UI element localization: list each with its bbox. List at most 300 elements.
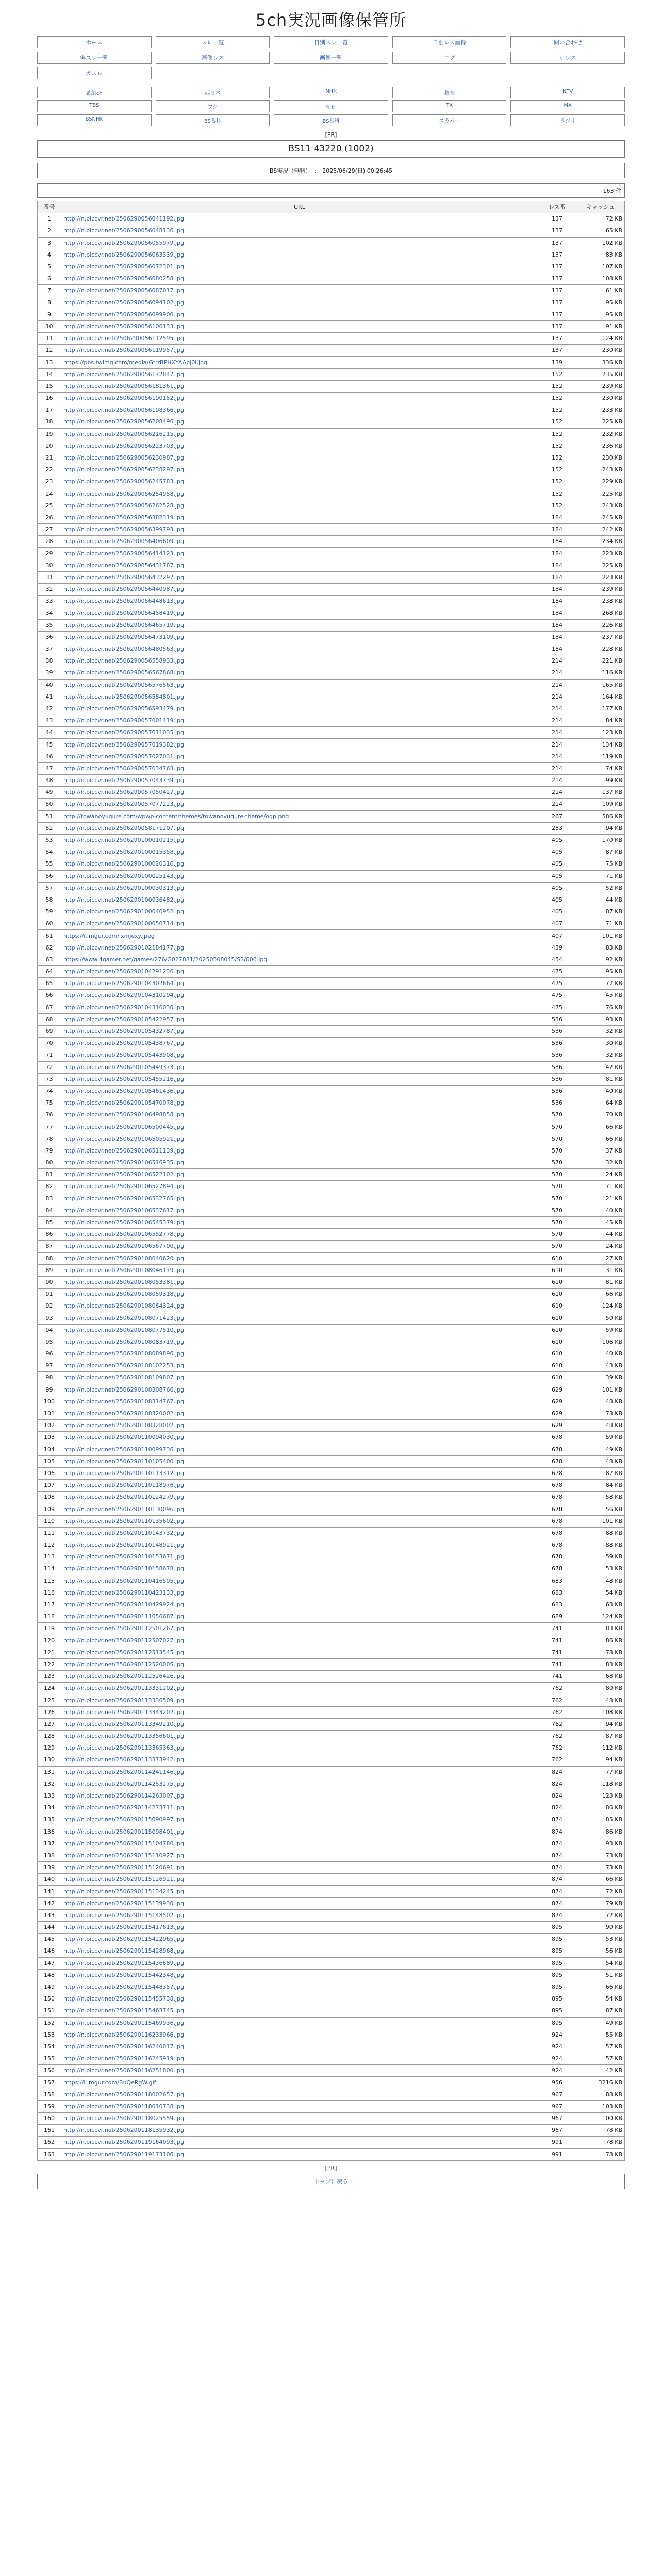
row-number: 66 (38, 990, 61, 1002)
table-row (38, 619, 625, 631)
image-url-link[interactable]: http://n.piccvr.net/2506290056245783.jpg (63, 478, 185, 485)
row-res-number: 678 (538, 1539, 576, 1551)
image-url-link[interactable]: http://n.piccvr.net/2506290110130096.jpg (63, 1505, 185, 1513)
image-url-link[interactable]: http://n.piccvr.net/2506290056593479.jpg (63, 705, 185, 712)
image-url-link[interactable]: http://n.piccvr.net/2506290056190152.jpg (63, 395, 185, 402)
image-url-link[interactable]: http://n.piccvr.net/2506290115126921.jpg (63, 1876, 185, 1883)
image-url-link[interactable]: http://n.piccvr.net/2506290110148921.jpg (63, 1541, 185, 1549)
row-res-number: 610 (538, 1289, 576, 1300)
image-url-link[interactable]: http://n.piccvr.net/2506290115098401.jpg (63, 1828, 185, 1835)
image-url-link[interactable]: http://n.piccvr.net/2506290108071423.jpg (63, 1314, 185, 1321)
image-url-link[interactable]: http://n.piccvr.net/2506290110118976.jpg (63, 1482, 185, 1489)
row-url-cell (61, 727, 538, 739)
row-cache-size: 48 KB (576, 1694, 625, 1706)
page-container (37, 0, 625, 2189)
row-url-cell (61, 500, 538, 512)
row-url-cell (61, 1396, 538, 1408)
image-url-link[interactable]: http://n.piccvr.net/2506290108059318.jpg (63, 1291, 185, 1298)
image-url-link[interactable]: http://n.piccvr.net/2506290118135932.jpg (63, 2127, 185, 2134)
image-url-link[interactable]: http://n.piccvr.net/2506290100025143.jpg (63, 872, 185, 879)
image-url-link[interactable]: http://n.piccvr.net/2506290118002657.jpg (63, 2091, 185, 2098)
row-res-number: 570 (538, 1229, 576, 1241)
image-url-link[interactable]: http://n.piccvr.net/2506290102184177.jpg (63, 944, 185, 951)
row-url-cell (61, 1348, 538, 1360)
image-url-link[interactable]: http://n.piccvr.net/2506290105455216.jpg (63, 1075, 185, 1082)
image-url-link[interactable]: http://n.piccvr.net/2506290100036482.jpg (63, 896, 185, 903)
row-url-cell (61, 2113, 538, 2125)
row-number: 54 (38, 846, 61, 858)
image-url-link[interactable]: http://n.piccvr.net/2506290056584801.jpg (63, 693, 185, 700)
image-url-link[interactable]: http://n.piccvr.net/2506290106537617.jpg (63, 1207, 185, 1214)
image-url-link[interactable]: http://n.piccvr.net/2506290113356601.jpg (63, 1733, 185, 1740)
image-url-link[interactable]: http://n.piccvr.net/2506290105438767.jpg (63, 1040, 185, 1047)
row-cache-size: 124 KB (576, 1300, 625, 1312)
image-url-link[interactable]: http://n.piccvr.net/2506290057019382.jpg (63, 741, 185, 748)
table-row (38, 1216, 625, 1228)
channel-link[interactable]: 番組ch (37, 87, 152, 98)
table-row (38, 1455, 625, 1467)
image-url-link[interactable]: http://n.piccvr.net/2506290106552778.jpg (63, 1231, 185, 1238)
image-url-link[interactable]: http://n.piccvr.net/2506290115104780.jpg (63, 1840, 185, 1847)
image-url-link[interactable]: http://n.piccvr.net/2506290113349210.jpg (63, 1720, 185, 1727)
image-url-link[interactable]: http://n.piccvr.net/2506290112507027.jpg (63, 1637, 185, 1644)
row-url-cell (61, 452, 538, 464)
image-url-link[interactable]: http://n.piccvr.net/2506290108046179.jpg (63, 1266, 185, 1274)
image-url-link[interactable]: http://n.piccvr.net/2506290116245919.jpg (63, 2055, 185, 2062)
image-url-link[interactable]: http://n.piccvr.net/2506290056254958.jpg (63, 490, 185, 497)
table-row (38, 1790, 625, 1802)
image-url-link[interactable]: https://pbs.twimg.com/media/GtrrBPHXYAApj0l.jpg (63, 359, 207, 366)
image-url-link[interactable]: http://n.piccvr.net/2506290106522102.jpg (63, 1171, 185, 1178)
image-url-link[interactable]: http://n.piccvr.net/2506290119173106.jpg (63, 2150, 185, 2158)
row-url-cell (61, 320, 538, 332)
image-url-link[interactable]: http://n.piccvr.net/2506290105422957.jpg (63, 1015, 185, 1023)
channel-link[interactable]: BS番科 (156, 114, 270, 126)
table-row (38, 1575, 625, 1587)
image-url-link[interactable]: http://n.piccvr.net/2506290114253275.jpg (63, 1780, 185, 1787)
image-url-link[interactable]: http://n.piccvr.net/2506290056458419.jpg (63, 609, 185, 617)
image-url-link[interactable]: http://n.piccvr.net/2506290100050714.jpg (63, 920, 185, 927)
image-url-link[interactable]: http://n.piccvr.net/2506290057050427.jpg (63, 789, 185, 796)
row-url-cell (61, 560, 538, 571)
image-url-link[interactable]: http://n.piccvr.net/2506290115417613.jpg (63, 1924, 185, 1931)
row-url-cell (61, 1826, 538, 1838)
nav-link[interactable]: 実スレ一覧 (37, 52, 152, 64)
nav-link[interactable]: ホーム (37, 36, 152, 48)
image-url-link[interactable]: http://n.piccvr.net/2506290113331202.jpg (63, 1685, 185, 1692)
image-url-link[interactable]: http://n.piccvr.net/2506290100015358.jpg (63, 849, 185, 856)
image-url-link[interactable]: http://n.piccvr.net/2506290058171207.jpg (63, 824, 185, 832)
pr-label: [PR] (325, 131, 337, 138)
row-url-cell (61, 464, 538, 476)
row-cache-size: 223 KB (576, 548, 625, 560)
image-url-link[interactable]: http://n.piccvr.net/2506290110113312.jpg (63, 1469, 185, 1477)
row-cache-size: 78 KB (576, 2137, 625, 2148)
row-url-cell (61, 1109, 538, 1121)
image-url-link[interactable]: http://n.piccvr.net/2506290115428968.jpg (63, 1947, 185, 1955)
image-url-link[interactable]: http://n.piccvr.net/2506290115436689.jpg (63, 1959, 185, 1967)
row-cache-size: 123 KB (576, 1790, 625, 1802)
image-url-link[interactable]: http://n.piccvr.net/2506290115090997.jpg (63, 1816, 185, 1823)
row-res-number: 475 (538, 966, 576, 978)
table-row (38, 571, 625, 583)
row-number: 8 (38, 297, 61, 309)
image-url-link[interactable]: http://n.piccvr.net/2506290104291236.jpg (63, 968, 185, 975)
row-url-cell (61, 1515, 538, 1527)
image-url-link[interactable]: http://n.piccvr.net/2506290105461436.jpg (63, 1087, 185, 1094)
row-cache-size: 237 KB (576, 631, 625, 643)
image-url-link[interactable]: http://n.piccvr.net/2506290110124279.jpg (63, 1494, 185, 1501)
table-row (38, 1527, 625, 1539)
image-url-link[interactable]: http://n.piccvr.net/2506290056119957.jpg (63, 347, 185, 354)
channel-link[interactable]: スカパー (392, 114, 507, 126)
row-url-cell (61, 1432, 538, 1444)
image-url-link[interactable]: http://n.piccvr.net/2506290108314767.jpg (63, 1398, 185, 1405)
image-url-link[interactable]: http://n.piccvr.net/2506290056099900.jpg (63, 311, 185, 318)
image-url-link[interactable]: http://n.piccvr.net/2506290106532765.jpg (63, 1195, 185, 1202)
row-cache-size: 236 KB (576, 440, 625, 452)
image-url-link[interactable]: http://n.piccvr.net/2506290110429924.jpg (63, 1601, 185, 1608)
image-url-link[interactable]: http://n.piccvr.net/2506290056431787.jpg (63, 562, 185, 569)
image-url-link[interactable]: http://n.piccvr.net/2506290115110927.jpg (63, 1852, 185, 1859)
image-url-link[interactable]: http://n.piccvr.net/2506290056048136.jpg (63, 227, 185, 234)
image-url-link[interactable]: http://n.piccvr.net/2506290115442348.jpg (63, 1971, 185, 1978)
row-cache-size: 44 KB (576, 1229, 625, 1241)
image-url-link[interactable]: http://n.piccvr.net/2506290056198366.jpg (63, 406, 185, 414)
row-cache-size: 32 KB (576, 1049, 625, 1061)
image-url-link[interactable]: http://n.piccvr.net/2506290056414123.jpg (63, 550, 185, 557)
image-url-link[interactable]: http://n.piccvr.net/2506290115463745.jpg (63, 2007, 185, 2014)
nav-link[interactable]: 日別スレ一覧 (274, 36, 388, 48)
image-url-link[interactable]: http://n.piccvr.net/2506290056480563.jpg (63, 646, 185, 653)
image-url-link[interactable]: http://n.piccvr.net/2506290056181361.jpg (63, 382, 185, 389)
image-url-link[interactable]: http://n.piccvr.net/2506290056087017.jpg (63, 287, 185, 294)
image-url-link[interactable]: http://n.piccvr.net/2506290108102253.jpg (63, 1362, 185, 1369)
row-number: 162 (38, 2137, 61, 2148)
row-url-cell (61, 1169, 538, 1181)
table-row (38, 1444, 625, 1455)
image-url-link[interactable]: http://n.piccvr.net/2506290100020316.jpg (63, 860, 185, 868)
image-url-link[interactable]: http://n.piccvr.net/2506290110105400.jpg (63, 1458, 185, 1465)
image-url-link[interactable]: http://n.piccvr.net/2506290116240017.jpg (63, 2043, 185, 2050)
row-cache-size: 24 KB (576, 1241, 625, 1252)
image-url-link[interactable]: http://n.piccvr.net/2506290108089896.jpg (63, 1350, 185, 1358)
row-res-number: 152 (538, 488, 576, 500)
row-cache-size: 230 KB (576, 393, 625, 404)
row-url-cell (61, 942, 538, 954)
channel-link[interactable]: ラジオ (510, 114, 625, 126)
row-res-number: 678 (538, 1527, 576, 1539)
row-res-number: 152 (538, 416, 576, 428)
row-number: 29 (38, 548, 61, 560)
table-row (38, 1658, 625, 1670)
image-url-link[interactable]: http://n.piccvr.net/2506290056432297.jpg (63, 573, 185, 581)
row-url-cell (61, 607, 538, 619)
image-url-link[interactable]: http://n.piccvr.net/2506290110153671.jpg (63, 1553, 185, 1561)
image-url-link[interactable]: http://n.piccvr.net/2506290057001419.jpg (63, 717, 185, 724)
image-url-link[interactable]: http://n.piccvr.net/2506290113343202.jpg (63, 1708, 185, 1716)
row-number: 154 (38, 2041, 61, 2053)
row-cache-size: 40 KB (576, 1348, 625, 1360)
image-url-link[interactable]: http://n.piccvr.net/2506290106516935.jpg (63, 1159, 185, 1166)
image-url-link[interactable]: http://n.piccvr.net/2506290108109807.jpg (63, 1374, 185, 1381)
row-number: 118 (38, 1611, 61, 1623)
channel-link[interactable]: BSNHK (37, 114, 152, 126)
image-url-link[interactable]: http://n.piccvr.net/2506290114241146.jpg (63, 1768, 185, 1775)
image-url-link[interactable]: http://n.piccvr.net/2506290057027031.jpg (63, 753, 185, 760)
nav-link[interactable]: 問い合わせ (510, 36, 625, 48)
image-url-link[interactable]: http://n.piccvr.net/2506290113336509.jpg (63, 1697, 185, 1704)
image-url-link[interactable]: http://n.piccvr.net/2506290105432787.jpg (63, 1028, 185, 1035)
image-url-link[interactable]: http://n.piccvr.net/2506290056230987.jpg (63, 454, 185, 462)
image-url-link[interactable]: http://n.piccvr.net/2506290057077223.jpg (63, 801, 185, 808)
row-number: 110 (38, 1515, 61, 1527)
image-url-link[interactable]: http://n.piccvr.net/2506290104316030.jpg (63, 1004, 185, 1011)
row-number: 14 (38, 368, 61, 380)
table-row (38, 1814, 625, 1826)
row-cache-size: 79 KB (576, 1897, 625, 1909)
row-res-number: 405 (538, 882, 576, 894)
image-url-link[interactable]: http://n.piccvr.net/2506290056473109.jpg (63, 633, 185, 640)
image-url-link[interactable]: http://n.piccvr.net/2506290106500445.jpg (63, 1123, 185, 1130)
image-url-link[interactable]: http://towanoyugure.com/wpwp-content/themes/towanoyugure-theme/ogp.png (63, 812, 289, 820)
image-url-link[interactable]: http://n.piccvr.net/2506290056238297.jpg (63, 466, 185, 473)
row-res-number: 683 (538, 1599, 576, 1611)
image-url-link[interactable]: http://n.piccvr.net/2506290056406609.jpg (63, 538, 185, 545)
thread-title: BS11 43220 (1002) (37, 140, 625, 158)
row-number: 64 (38, 966, 61, 978)
row-url-cell (61, 1312, 538, 1324)
image-url-link[interactable]: http://n.piccvr.net/2506290056041192.jpg (63, 215, 185, 223)
row-res-number: 874 (538, 1838, 576, 1850)
image-url-link[interactable]: http://n.piccvr.net/2506290056382319.jpg (63, 514, 185, 521)
nav-link[interactable]: ログ (392, 52, 507, 64)
row-res-number: 214 (538, 703, 576, 715)
image-url-link[interactable]: http://n.piccvr.net/2506290100030313.jpg (63, 884, 185, 891)
image-url-link[interactable]: http://n.piccvr.net/2506290111056687.jpg (63, 1613, 185, 1620)
row-url-cell (61, 1742, 538, 1754)
image-url-link[interactable]: http://n.piccvr.net/2506290119164093.jpg (63, 2139, 185, 2146)
image-url-link[interactable]: http://n.piccvr.net/2506290056558933.jpg (63, 657, 185, 665)
image-url-link[interactable]: http://n.piccvr.net/2506290106545379.jpg (63, 1219, 185, 1226)
nav-link[interactable]: 画像一覧 (274, 52, 388, 64)
row-number: 10 (38, 320, 61, 332)
image-url-link[interactable]: http://n.piccvr.net/2506290106505921.jpg (63, 1135, 185, 1142)
channel-link[interactable]: フジ (156, 100, 270, 112)
row-res-number: 214 (538, 775, 576, 787)
image-url-link[interactable]: http://n.piccvr.net/2506290057011035.jpg (63, 729, 185, 736)
image-url-link[interactable]: https://www.4gamer.net/games/276/G027881/20250508045/SS/006.jpg (63, 956, 268, 963)
image-url-link[interactable]: http://n.piccvr.net/2506290113373942.jpg (63, 1756, 185, 1764)
image-url-link[interactable]: http://n.piccvr.net/2506290114263007.jpg (63, 1792, 185, 1800)
image-url-link[interactable]: http://n.piccvr.net/2506290104302664.jpg (63, 980, 185, 987)
image-url-link[interactable]: http://n.piccvr.net/2506290113365363.jpg (63, 1744, 185, 1752)
row-number: 24 (38, 488, 61, 500)
table-row (38, 1348, 625, 1360)
nav-link[interactable]: 日別レス画像 (392, 36, 507, 48)
image-url-link[interactable]: http://n.piccvr.net/2506290105449373.jpg (63, 1063, 185, 1071)
header-cache: キャッシュ (576, 201, 625, 213)
image-url-link[interactable]: http://n.piccvr.net/2506290115148502.jpg (63, 1911, 185, 1919)
image-url-link[interactable]: http://n.piccvr.net/2506290108308766.jpg (63, 1386, 185, 1393)
nav-link[interactable]: ガスレ (37, 67, 152, 79)
image-url-link[interactable]: http://n.piccvr.net/2506290115448357.jpg (63, 1984, 185, 1991)
image-url-link[interactable]: http://n.piccvr.net/2506290100040952.jpg (63, 908, 185, 916)
image-url-link[interactable]: http://n.piccvr.net/2506290106527894.jpg (63, 1183, 185, 1190)
nav-link[interactable]: スレ一覧 (156, 36, 270, 48)
image-url-link[interactable]: http://n.piccvr.net/2506290115422965.jpg (63, 1936, 185, 1943)
image-url-link[interactable]: https://i.imgur.com/BuQeRgW.gif (63, 2079, 156, 2086)
channel-link[interactable]: TBS (37, 100, 152, 112)
image-url-link[interactable]: http://n.piccvr.net/2506290112526426.jpg (63, 1673, 185, 1680)
image-url-link[interactable]: http://n.piccvr.net/2506290108053381.jpg (63, 1278, 185, 1285)
row-url-cell (61, 1205, 538, 1216)
nav-link[interactable]: ホレス (510, 52, 625, 64)
row-number: 126 (38, 1706, 61, 1718)
image-url-link[interactable]: http://n.piccvr.net/2506290108040620.jpg (63, 1255, 185, 1262)
image-url-link[interactable]: http://n.piccvr.net/2506290104310294.jpg (63, 992, 185, 999)
row-res-number: 405 (538, 906, 576, 918)
table-row (38, 1145, 625, 1157)
image-url-link[interactable]: http://n.piccvr.net/2506290106498858.jpg (63, 1111, 185, 1118)
image-url-link[interactable]: http://n.piccvr.net/2506290115469936.jpg (63, 2019, 185, 2026)
table-row (38, 679, 625, 691)
image-url-link[interactable]: http://n.piccvr.net/2506290100010215.jpg (63, 837, 185, 844)
image-url-link[interactable]: http://n.piccvr.net/2506290056448613.jpg (63, 598, 185, 605)
image-url-link[interactable]: http://n.piccvr.net/2506290108328002.jpg (63, 1422, 185, 1429)
table-row (38, 1563, 625, 1575)
row-cache-size: 64 KB (576, 1097, 625, 1109)
row-url-cell (61, 1587, 538, 1599)
table-row (38, 1360, 625, 1372)
image-url-link[interactable]: http://n.piccvr.net/2506290110423133.jpg (63, 1589, 185, 1596)
row-number: 45 (38, 739, 61, 751)
image-url-link[interactable]: http://n.piccvr.net/2506290056106133.jpg (63, 323, 185, 330)
image-url-link[interactable]: http://n.piccvr.net/2506290056440987.jpg (63, 586, 185, 593)
image-url-link[interactable]: http://n.piccvr.net/2506290056465719.jpg (63, 621, 185, 629)
channel-link[interactable]: NTV (510, 87, 625, 98)
row-url-cell (61, 416, 538, 428)
image-url-link[interactable]: http://n.piccvr.net/2506290108077510.jpg (63, 1326, 185, 1333)
channel-link[interactable]: TX (392, 100, 507, 112)
table-row (38, 1324, 625, 1336)
row-cache-size: 30 KB (576, 1038, 625, 1049)
row-url-cell (61, 846, 538, 858)
table-row (38, 1826, 625, 1838)
image-url-link[interactable]: http://n.piccvr.net/2506290108064324.jpg (63, 1302, 185, 1310)
image-url-link[interactable]: http://n.piccvr.net/2506290116251800.jpg (63, 2067, 185, 2074)
image-url-link[interactable]: http://n.piccvr.net/2506290105470078.jpg (63, 1099, 185, 1107)
image-url-link[interactable]: http://n.piccvr.net/2506290056262528.jpg (63, 502, 185, 509)
table-row (38, 1706, 625, 1718)
image-url-link[interactable]: http://n.piccvr.net/2506290118010738.jpg (63, 2103, 185, 2110)
image-url-link[interactable]: http://n.piccvr.net/2506290106567700.jpg (63, 1243, 185, 1250)
nav-link[interactable]: 画像レス (156, 52, 270, 64)
image-url-link[interactable]: http://n.piccvr.net/2506290056172847.jpg (63, 370, 185, 378)
image-url-link[interactable]: http://n.piccvr.net/2506290110158678.jpg (63, 1565, 185, 1572)
image-url-link[interactable]: http://n.piccvr.net/2506290110143732.jpg (63, 1529, 185, 1536)
image-url-link[interactable]: http://n.piccvr.net/2506290056223703.jpg (63, 442, 185, 449)
channel-link[interactable]: 西日本 (156, 87, 270, 98)
channel-link[interactable]: NHK (274, 87, 388, 98)
image-url-link[interactable]: http://n.piccvr.net/2506290115120691.jpg (63, 1864, 185, 1871)
image-url-link[interactable]: http://n.piccvr.net/2506290056094102.jpg (63, 299, 185, 306)
image-url-link[interactable]: http://n.piccvr.net/2506290106511139.jpg (63, 1147, 185, 1154)
image-url-link[interactable]: http://n.piccvr.net/2506290110094030.jpg (63, 1434, 185, 1441)
image-url-link[interactable]: http://n.piccvr.net/2506290115139930.jpg (63, 1900, 185, 1907)
row-cache-size: 66 KB (576, 1289, 625, 1300)
channel-link[interactable]: 朝日 (274, 100, 388, 112)
image-url-link[interactable]: http://n.piccvr.net/2506290056055979.jpg (63, 239, 185, 246)
row-cache-size: 95 KB (576, 966, 625, 978)
row-number: 90 (38, 1276, 61, 1288)
row-url-cell (61, 1575, 538, 1587)
row-cache-size: 57 KB (576, 2041, 625, 2053)
image-url-link[interactable]: http://n.piccvr.net/2506290056399793.jpg (63, 526, 185, 533)
row-res-number: 874 (538, 1862, 576, 1874)
row-res-number: 610 (538, 1276, 576, 1288)
image-url-link[interactable]: http://n.piccvr.net/2506290116233966.jpg (63, 2031, 185, 2038)
image-url-link[interactable]: https://i.imgur.com/Ixmjexy.jpeg (63, 932, 155, 939)
image-url-link[interactable]: http://n.piccvr.net/2506290056208496.jpg (63, 418, 185, 426)
image-url-link[interactable]: http://n.piccvr.net/2506290110099736.jpg (63, 1446, 185, 1453)
row-res-number: 678 (538, 1492, 576, 1503)
table-row (38, 1731, 625, 1742)
image-url-link[interactable]: http://n.piccvr.net/2506290118025559.jpg (63, 2115, 185, 2122)
row-res-number: 214 (538, 739, 576, 751)
image-url-link[interactable]: http://n.piccvr.net/2506290056112595.jpg (63, 335, 185, 342)
channel-link[interactable]: MX (510, 100, 625, 112)
image-url-link[interactable]: http://n.piccvr.net/2506290115134245.jpg (63, 1888, 185, 1895)
image-url-link[interactable]: http://n.piccvr.net/2506290056576563.jpg (63, 681, 185, 688)
image-url-link[interactable]: http://n.piccvr.net/2506290110416595.jpg (63, 1577, 185, 1584)
image-url-link[interactable]: http://n.piccvr.net/2506290056063339.jpg (63, 251, 185, 258)
row-url-cell (61, 1300, 538, 1312)
row-number: 96 (38, 1348, 61, 1360)
row-cache-size: 106 KB (576, 1336, 625, 1348)
image-url-link[interactable]: http://n.piccvr.net/2506290056216215.jpg (63, 430, 185, 437)
table-row (38, 1539, 625, 1551)
row-cache-size: 81 KB (576, 1073, 625, 1085)
table-row (38, 739, 625, 751)
image-url-link[interactable]: http://n.piccvr.net/2506290057043739.jpg (63, 777, 185, 784)
image-url-link[interactable]: http://n.piccvr.net/2506290114273711.jpg (63, 1804, 185, 1811)
image-url-link[interactable]: http://n.piccvr.net/2506290056080258.jpg (63, 275, 185, 282)
row-url-cell (61, 1049, 538, 1061)
image-url-link[interactable]: http://n.piccvr.net/2506290056072301.jpg (63, 263, 185, 270)
image-url-link[interactable]: http://n.piccvr.net/2506290057034763.jpg (63, 765, 185, 772)
image-url-link[interactable]: http://n.piccvr.net/2506290112520005.jpg (63, 1660, 185, 1668)
image-url-link[interactable]: http://n.piccvr.net/2506290115455738.jpg (63, 1995, 185, 2003)
image-url-link[interactable]: http://n.piccvr.net/2506290112513545.jpg (63, 1649, 185, 1656)
image-url-link[interactable]: http://n.piccvr.net/2506290110135602.jpg (63, 1517, 185, 1524)
table-row (38, 1061, 625, 1073)
row-number: 38 (38, 655, 61, 667)
row-number: 34 (38, 607, 61, 619)
channel-link[interactable]: BS番科 (274, 114, 388, 126)
image-url-link[interactable]: http://n.piccvr.net/2506290112501267.jpg (63, 1625, 185, 1632)
image-url-link[interactable]: http://n.piccvr.net/2506290056567868.jpg (63, 669, 185, 676)
channel-link[interactable]: 教育 (392, 87, 507, 98)
image-url-link[interactable]: http://n.piccvr.net/2506290108320002.jpg (63, 1410, 185, 1417)
row-number: 106 (38, 1467, 61, 1479)
row-url-cell (61, 691, 538, 703)
row-number: 150 (38, 1993, 61, 2005)
image-url-link[interactable]: http://n.piccvr.net/2506290105443908.jpg (63, 1052, 185, 1059)
image-url-link[interactable]: http://n.piccvr.net/2506290108083719.jpg (63, 1338, 185, 1345)
row-cache-size: 118 KB (576, 1778, 625, 1790)
back-to-top-link[interactable]: トップに戻る (37, 2174, 625, 2189)
